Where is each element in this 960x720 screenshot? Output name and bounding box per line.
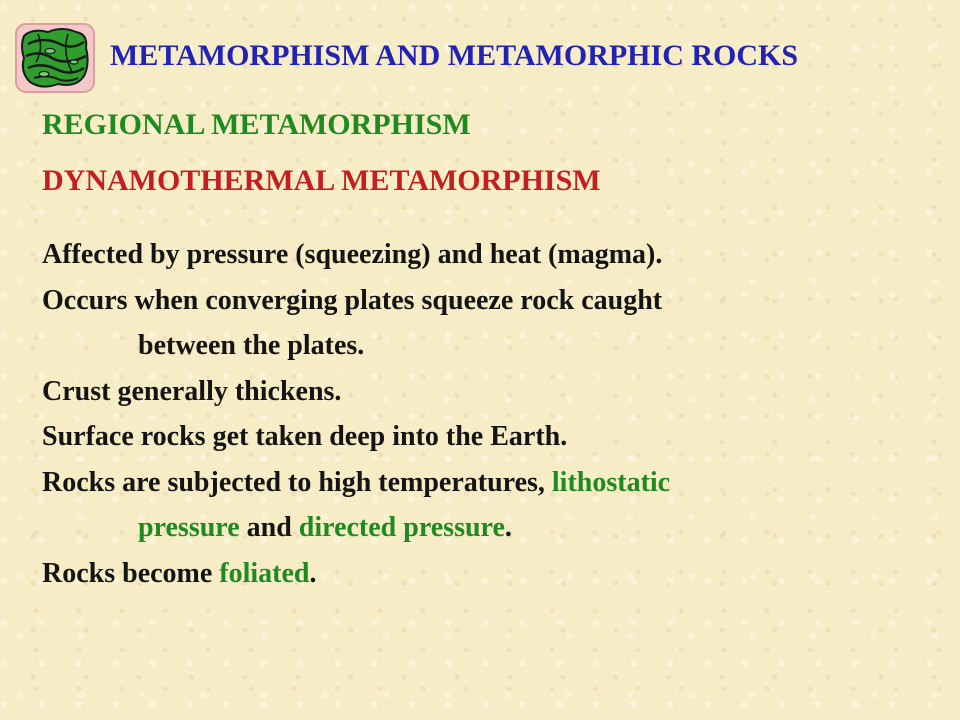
highlight-term: pressure — [138, 512, 240, 543]
body-line — [42, 414, 942, 460]
highlight-term: lithostatic — [551, 466, 671, 498]
highlight-term: foliated — [219, 557, 310, 589]
body-text — [42, 232, 942, 596]
body-line — [42, 278, 942, 324]
highlight-term: directed pressure — [298, 512, 505, 543]
subheading-dynamothermal: DYNAMOTHERMAL METAMORPHISM — [42, 164, 601, 197]
body-text-fragment: . — [309, 557, 317, 589]
body-line — [42, 323, 942, 369]
body-text-fragment: Occurs when converging plates squeeze rock caught — [42, 284, 663, 316]
body-text-fragment: Rocks become — [42, 557, 220, 589]
foliated-rock-icon — [14, 22, 96, 94]
body-text-fragment: Affected by pressure (squeezing) and heat (magma). — [42, 239, 663, 270]
body-text-fragment: and — [239, 512, 299, 543]
body-text-fragment: . — [504, 512, 512, 543]
slide-title: METAMORPHISM AND METAMORPHIC ROCKS — [110, 39, 799, 72]
body-line — [42, 460, 942, 506]
body-line — [42, 369, 942, 415]
body-text-fragment: Rocks are subjected to high temperatures, — [42, 466, 552, 498]
body-text-fragment: Crust generally thickens. — [42, 375, 342, 407]
body-text-fragment: Surface rocks get taken deep into the Earth. — [42, 421, 568, 452]
body-line — [42, 505, 942, 551]
body-line — [42, 232, 942, 278]
body-line — [42, 551, 942, 597]
body-text-fragment: between the plates. — [138, 330, 365, 361]
subheading-regional: REGIONAL METAMORPHISM — [42, 108, 471, 141]
